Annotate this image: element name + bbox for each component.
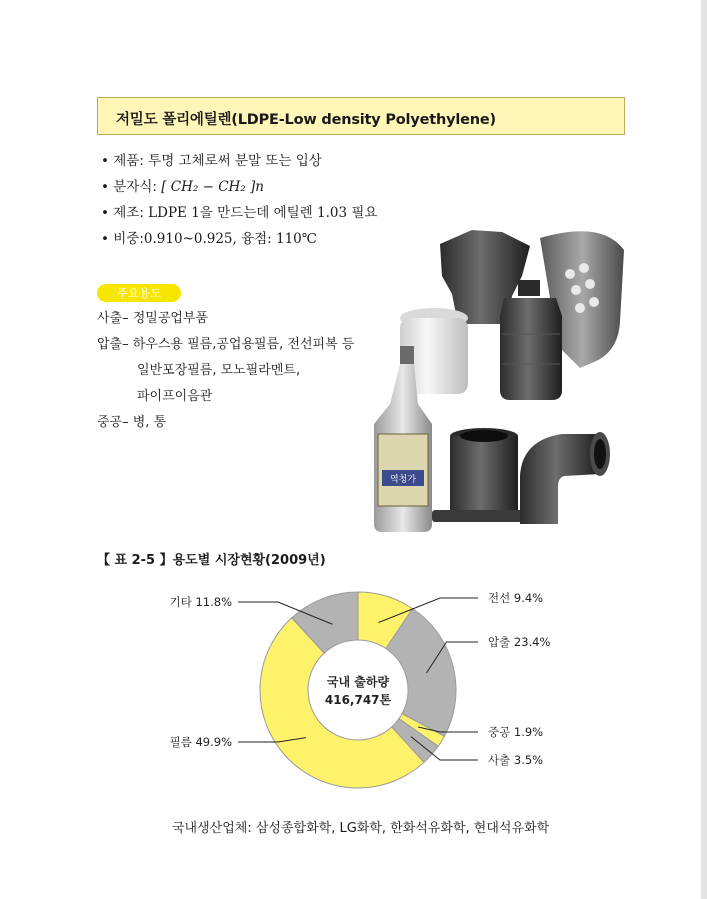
usage-badge: 주요용도 bbox=[97, 284, 181, 302]
property-list bbox=[101, 148, 377, 252]
property-value: 0.910~0.925, 융점: 110℃ bbox=[143, 231, 317, 247]
property-value: [ CH₂ − CH₂ ]n bbox=[156, 179, 264, 195]
property-label: • 분자식: bbox=[101, 179, 157, 195]
property-manufacture bbox=[101, 200, 377, 226]
slice-label-전선: 전선 9.4% bbox=[488, 591, 544, 605]
slice-label-압출: 압출 23.4% bbox=[488, 635, 551, 649]
chart-center-label-2: 416,747톤 bbox=[324, 693, 392, 707]
black-bottle-shape bbox=[500, 298, 562, 400]
slice-label-기타: 기타 11.8% bbox=[169, 595, 232, 609]
section-title-box bbox=[97, 97, 625, 135]
bottle-label-text: 역청가 bbox=[389, 475, 417, 485]
market-share-donut-chart bbox=[150, 580, 570, 800]
property-product bbox=[101, 148, 377, 174]
property-formula bbox=[101, 174, 377, 200]
chart-center-label-1: 국내 출하량 bbox=[326, 675, 390, 689]
slice-label-사출: 사출 3.5% bbox=[488, 753, 544, 767]
slice-label-필름: 필름 49.9% bbox=[169, 735, 232, 749]
property-density bbox=[101, 226, 377, 252]
usage-list bbox=[97, 306, 354, 436]
section-title: 저밀도 폴리에틸렌(LDPE-Low density Polyethylene) bbox=[116, 112, 496, 128]
usage-item: 중공– 병, 통 bbox=[97, 415, 167, 430]
page-edge bbox=[701, 0, 707, 899]
property-label: • 비중: bbox=[101, 231, 144, 247]
property-value: 투명 고체로써 분말 또는 입상 bbox=[143, 153, 322, 169]
property-label: • 제품: bbox=[101, 153, 144, 169]
table-caption: 【 표 2-5 】용도별 시장현황(2009년) bbox=[97, 553, 326, 568]
product-photo bbox=[362, 224, 654, 548]
property-label: • 제조: bbox=[101, 205, 144, 221]
property-value: LDPE 1을 만드는데 에틸렌 1.03 필요 bbox=[143, 205, 378, 221]
pipe-coupling-shape bbox=[450, 436, 518, 512]
slice-label-중공: 중공 1.9% bbox=[488, 725, 544, 739]
usage-item: 파이프이음관 bbox=[137, 389, 213, 404]
footer-producers: 국내생산업체: 삼성종합화학, LG화학, 한화석유화학, 현대석유화학 bbox=[172, 821, 550, 836]
usage-item: 사출– 정밀공업부품 bbox=[97, 311, 209, 326]
usage-item: 압출– 하우스용 필름,공업용필름, 전선피복 등 bbox=[97, 337, 355, 352]
usage-item: 일반포장필름, 모노필라멘트, bbox=[137, 363, 301, 378]
